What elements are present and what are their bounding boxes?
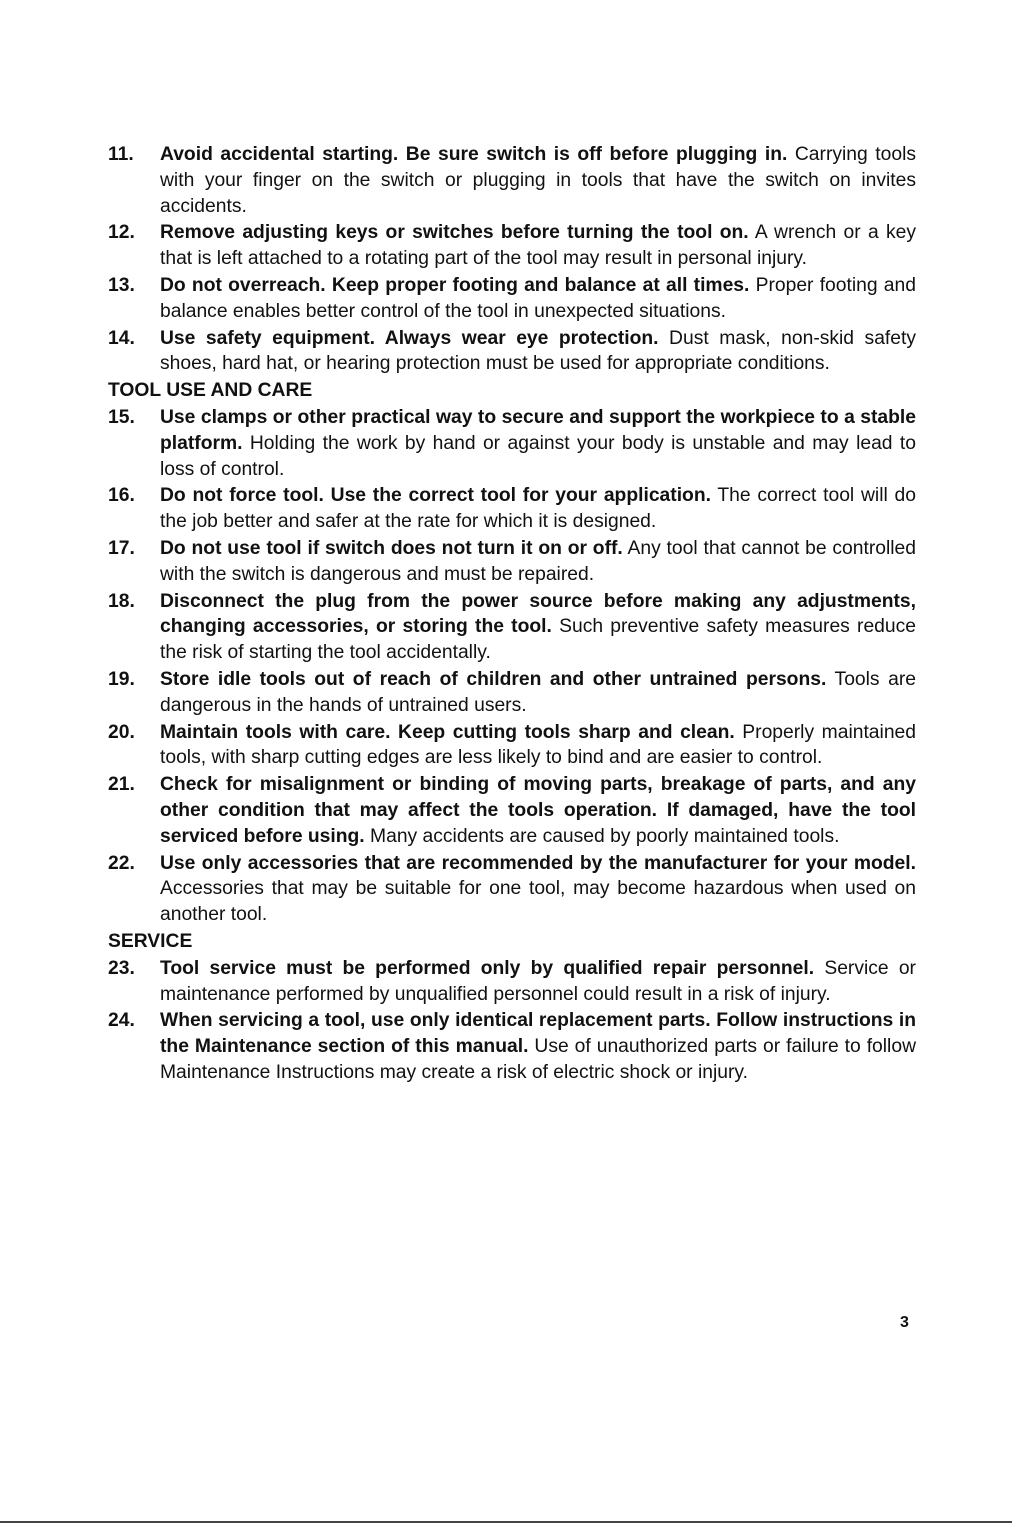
item-11 <box>108 142 916 219</box>
item-text: Service or maintenance performed by unqualified personnel could result in a risk of injury. <box>160 957 916 1005</box>
item-15 <box>108 405 916 482</box>
item-22 <box>108 851 916 928</box>
section-heading-service: SERVICE <box>108 930 193 952</box>
item-text: Carrying tools with your finger on the switch or plugging in tools that have the switch on invites accidents. <box>160 144 916 217</box>
item-number: 23. <box>108 957 135 979</box>
page-number: 3 <box>900 1314 909 1331</box>
item-number: 14. <box>108 327 135 349</box>
item-text: Accessories that may be suitable for one tool, may become hazardous when used on another tool. <box>160 878 916 926</box>
item-20 <box>108 720 916 772</box>
item-text: Any tool that cannot be controlled with the switch is dangerous and must be repaired. <box>160 537 916 585</box>
item-heading: Store idle tools out of reach of children and other untrained persons. <box>160 668 827 690</box>
item-number: 13. <box>108 274 135 296</box>
item-heading: Do not force tool. Use the correct tool for your application. <box>160 485 711 507</box>
item-17 <box>108 536 916 588</box>
item-text: Proper footing and balance enables better control of the tool in unexpected situations. <box>160 274 916 322</box>
section-heading-tool-use: TOOL USE AND CARE <box>108 380 313 402</box>
item-23 <box>108 956 916 1008</box>
item-number: 21. <box>108 774 135 796</box>
item-number: 19. <box>108 668 135 690</box>
manual-page-content <box>108 142 916 1087</box>
item-number: 16. <box>108 485 135 507</box>
item-12 <box>108 220 916 272</box>
item-16 <box>108 483 916 535</box>
item-text: The correct tool will do the job better and safer at the rate for which it is designed. <box>160 485 916 533</box>
item-text: Many accidents are caused by poorly maintained tools. <box>364 825 840 847</box>
item-19 <box>108 667 916 719</box>
item-heading: Maintain tools with care. Keep cutting tools sharp and clean. <box>160 721 735 743</box>
item-text: Use of unauthorized parts or failure to follow Maintenance Instructions may create a risk of electric shock or injury. <box>160 1036 916 1083</box>
item-heading: Use safety equipment. Always wear eye protection. <box>160 327 659 349</box>
item-text: Such preventive safety measures reduce the risk of starting the tool accidentally. <box>160 616 916 664</box>
item-number: 17. <box>108 537 135 559</box>
item-text: Holding the work by hand or against your body is unstable and may lead to loss of control. <box>160 432 916 480</box>
item-number: 20. <box>108 721 135 743</box>
item-heading: Do not use tool if switch does not turn it on or off. <box>160 537 623 559</box>
item-text: Dust mask, non-skid safety shoes, hard hat, or hearing protection must be used for appropriate conditions. <box>160 327 916 375</box>
item-24 <box>108 1008 916 1085</box>
item-heading: Do not overreach. Keep proper footing and balance at all times. <box>160 274 750 296</box>
item-heading: Use clamps or other practical way to secure and support the workpiece to a stable platform. <box>160 406 916 454</box>
item-heading: Tool service must be performed only by qualified repair personnel. <box>160 957 815 979</box>
item-heading: Disconnect the plug from the power source before making any adjustments, changing accessories, or storing the tool. <box>160 590 916 638</box>
item-number: 24. <box>108 1010 135 1032</box>
item-21 <box>108 772 916 849</box>
item-number: 12. <box>108 222 135 244</box>
item-text: Properly maintained tools, with sharp cutting edges are less likely to bind and are easier to control. <box>160 721 916 769</box>
item-number: 11. <box>108 144 134 165</box>
item-text: A wrench or a key that is left attached to a rotating part of the tool may result in personal injury. <box>160 222 917 270</box>
item-number: 22. <box>108 852 135 874</box>
item-number: 18. <box>108 590 135 612</box>
item-heading: Use only accessories that are recommended by the manufacturer for your model. <box>160 852 916 874</box>
item-14 <box>108 326 916 378</box>
item-heading: When servicing a tool, use only identical replacement parts. Follow instructions in the Maintenance section of this manual. <box>160 1010 916 1058</box>
item-number: 15. <box>108 406 135 428</box>
item-18 <box>108 589 916 666</box>
item-text: Tools are dangerous in the hands of untrained users. <box>160 668 916 716</box>
item-heading: Avoid accidental starting. Be sure switch is off before plugging in. <box>160 144 788 165</box>
item-heading: Remove adjusting keys or switches before turning the tool on. <box>160 222 749 244</box>
item-heading: Check for misalignment or binding of moving parts, breakage of parts, and any other condition that may affect the tools operation. If damaged, have the tool serviced before using. <box>160 774 916 847</box>
item-13 <box>108 273 916 325</box>
